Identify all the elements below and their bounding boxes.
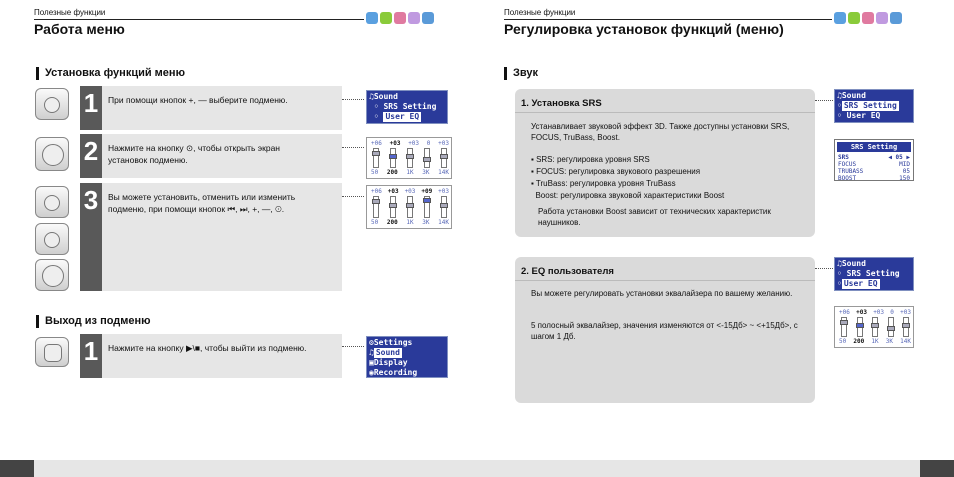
section-exit-submenu: Выход из подменю [36,315,151,328]
menu-item-sound: ♫Sound [837,91,866,100]
eq-knob [389,203,397,208]
person-icon [876,12,888,24]
eq-knob [440,203,448,208]
srs-setting-screen: SRS Setting SRS ◀ 05 ▶ FOCUS MID TRUBASS 05 BOOST 150 [834,139,914,181]
footer-bar [0,460,954,477]
srs-note: Работа установки Boost зависит от технических характеристик наушников. [538,207,771,227]
section-menu-setup: Установка функций меню [36,67,185,80]
eq-freq: 3K [422,169,430,176]
menu-item-user-eq: ◦ User EQ [837,111,881,120]
srs-box-rule [515,112,815,113]
eq-freq: 50 [371,169,379,176]
eq-knob [887,326,895,331]
eq-freq: 1K [406,219,414,226]
eq-screen-2 [366,185,452,229]
music-icon [366,12,378,24]
eq-freq: 14K [438,219,449,226]
eq-val: +09 [421,188,433,195]
step-3-number: 3 [80,183,102,291]
eq-freq: 200 [853,338,865,345]
eq-freq: 1K [871,338,879,345]
menu-screen-user-eq [834,257,914,291]
disc-icon [862,12,874,24]
menu-item-recording: ◉Recording [369,368,418,377]
eq-val: +03 [438,140,449,147]
srs-item: Boost: регулировка звуковой характеристики Boost [535,191,725,200]
eq-val: +06 [839,309,850,316]
disc-icon [394,12,406,24]
eq-val: +06 [371,188,382,195]
user-eq-box-heading: 2. EQ пользователя [521,266,614,277]
music-icon [834,12,846,24]
menu-screen-srs [834,89,914,123]
left-header-icons [366,12,434,24]
gear-icon [890,12,902,24]
right-header-rule [504,19,832,20]
eq-val: +03 [438,188,449,195]
srs-leader [815,100,833,101]
person-icon [408,12,420,24]
mic-icon [848,12,860,24]
srs-item: ▪ TruBass: регулировка уровня TruBass [531,179,676,188]
eq-knob [440,154,448,159]
eq-freq: 200 [386,169,398,176]
right-header-small: Полезные функции [504,8,576,17]
eq-knob [423,157,431,162]
eq-val: +03 [900,309,911,316]
eq-knob [871,323,879,328]
eq-val: +06 [371,140,382,147]
menu-item-display: ▣Display [369,358,408,367]
menu-item-user-eq: ◦ User EQ [369,112,420,121]
eq-freq: 50 [371,219,379,226]
eq-freq: 3K [422,219,430,226]
gear-icon [422,12,434,24]
eq-knob [902,323,910,328]
user-eq-text-1: Вы можете регулировать установки эквалайзера по вашему желанию. [531,289,793,298]
eq-knob [423,198,431,203]
eq-val: +03 [408,140,420,147]
button-image-play-stop [35,337,69,367]
step-2-text: Нажмите на кнопку ⊙, чтобы открыть экран установок подменю. [108,143,280,165]
eq-val: +03 [387,188,399,195]
user-eq-leader [815,268,833,269]
menu-screen-1 [366,90,448,124]
step-exit-number: 1 [80,334,102,378]
step-1-text: При помощи кнопок +, — выберите подменю. [108,95,288,105]
eq-val: +03 [856,309,867,316]
user-eq-box-rule [515,280,815,281]
user-eq-text-2: 5 полосный эквалайзер, значения изменяются от <-15Дб> ~ <+15Дб>, с шагом 1 Дб. [531,321,798,341]
eq-val: +03 [404,188,416,195]
menu-item-user-eq: ◦ User EQ [837,279,878,288]
srs-box-text: Устанавливает звуковой эффект 3D. Также доступны установки SRS, FOCUS, TruBass, Boost. [531,122,790,142]
menu-item-sound: ♫ Sound [369,348,400,357]
right-page-title: Регулировка установок функций (меню) [504,21,784,37]
menu-screen-settings [366,336,448,378]
menu-item-srs: ◦ SRS Setting [837,101,897,110]
eq-freq: 3K [885,338,893,345]
eq-freq: 200 [386,219,398,226]
menu-item-sound: ♫Sound [369,92,398,101]
step-1-leader [342,99,364,100]
menu-item-settings: ⚙Settings [369,338,413,347]
step-exit-text: Нажмите на кнопку ▶\■, чтобы выйти из подменю. [108,343,307,353]
footer-right-block [920,460,954,477]
section-sound: Звук [504,67,538,80]
button-image-plus-minus [35,88,69,120]
eq-val: 0 [426,140,431,147]
menu-item-srs: ◦ SRS Setting [837,269,900,278]
eq-freq: 1K [406,169,414,176]
eq-knob [389,154,397,159]
eq-knob [406,154,414,159]
menu-item-sound: ♫Sound [837,259,866,268]
srs-box-heading: 1. Установка SRS [521,98,602,109]
eq-val: 0 [890,309,894,316]
step-3-text: Вы можете установить, отменить или изменить подменю, при помощи кнопок ⏮, ⏭, +, —, ⊙. [108,192,296,214]
step-3-leader [342,196,364,197]
step-exit-row [80,334,342,378]
footer-left-block [0,460,34,477]
eq-val: +03 [389,140,401,147]
eq-freq: 14K [900,338,911,345]
left-header-rule [34,19,364,20]
eq-knob [372,199,380,204]
srs-item: ▪ SRS: регулировка уровня SRS [531,155,650,164]
eq-knob [372,151,380,156]
step-1-number: 1 [80,86,102,130]
eq-screen-3 [834,306,914,348]
left-header-small: Полезные функции [34,8,106,17]
step-2-leader [342,147,364,148]
step-1-row [80,86,342,130]
eq-knob [406,203,414,208]
button-image-select-2 [35,259,69,291]
left-page-title: Работа меню [34,21,125,37]
eq-val: +03 [873,309,885,316]
step-2-number: 2 [80,134,102,178]
eq-knob [856,323,864,328]
eq-freq: 14K [438,169,449,176]
eq-screen-1 [366,137,452,179]
menu-item-srs: ◦ SRS Setting [369,102,437,111]
button-image-select [35,137,69,171]
mic-icon [380,12,392,24]
right-header-icons [834,12,902,24]
srs-setting-title: SRS Setting [837,142,911,152]
srs-item: ▪ FOCUS: регулировка звукового разрешения [531,167,701,176]
button-image-prev-next [35,186,69,218]
step-exit-leader [342,346,364,347]
button-image-plus-minus-2 [35,223,69,255]
eq-freq: 50 [839,338,847,345]
eq-knob [840,320,848,325]
